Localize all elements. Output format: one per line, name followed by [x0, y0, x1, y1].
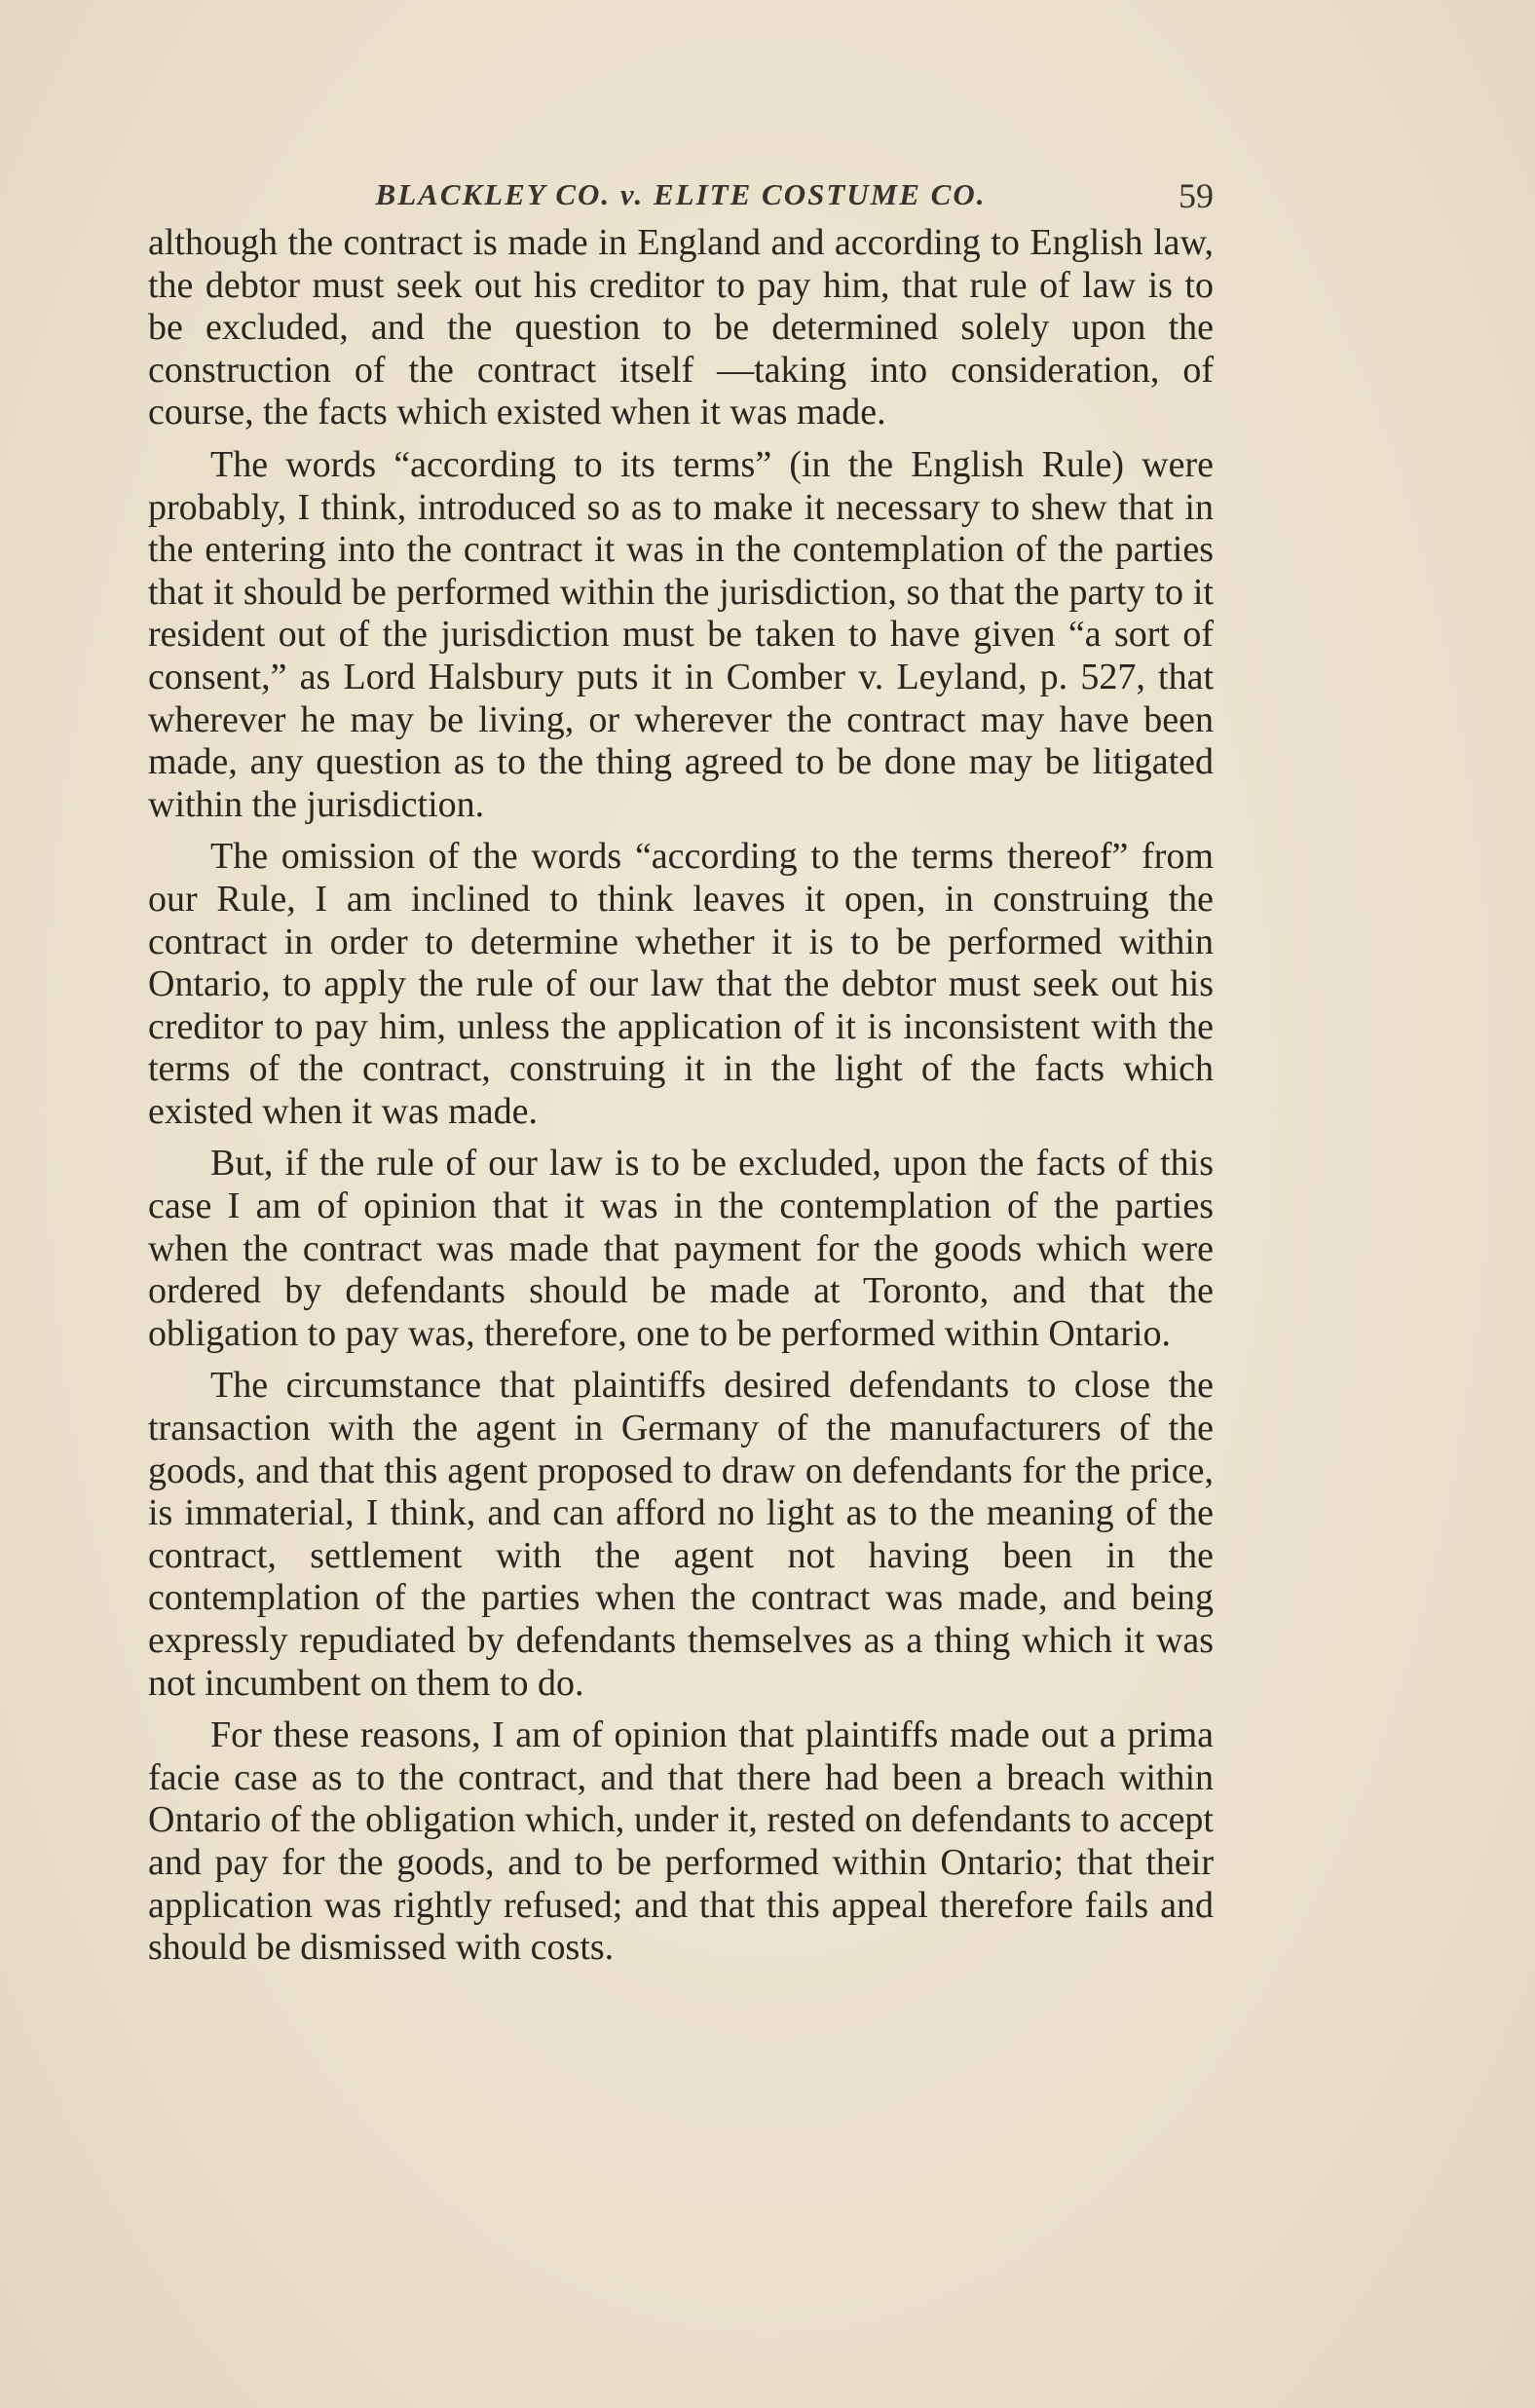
- paragraph-continuation: although the contract is made in England and according to English law, the debtor must seek out his creditor to pay him, that rule of law is to be excluded, and the question to be determined solely upon the construction of the contract itself —taking into consideration, of course, the facts which existed when it was made.: [148, 222, 1214, 433]
- paragraph-contemplation-of-parties: But, if the rule of our law is to be excluded, upon the facts of this case I am of opinion that it was in the contemplation of the parties when the contract was made that payment for the goods which were ordered by defendants should be made at Toronto, and that the obligation to pay was, therefore, one to be performed within Ontario.: [148, 1143, 1214, 1354]
- paragraph-agent-in-germany: The circumstance that plaintiffs desired defendants to close the transaction with the agent in Germany of the manufacturers of the goods, and that this agent proposed to draw on defendants for the price, is immaterial, I think, and can afford no light as to the meaning of the contract, settlement with the agent not having been in the contemplation of the parties when the contract was made, and being expressly repudiated by defendants themselves as a thing which it was not incumbent on them to do.: [148, 1365, 1214, 1704]
- running-title: BLACKLEY CO. v. ELITE COSTUME CO.: [375, 177, 987, 211]
- running-head: [148, 164, 1214, 222]
- body-text: [148, 222, 1214, 1970]
- paragraph-omission-of-words: The omission of the words “according to the terms thereof” from our Rule, I am inclined to think leaves it open, in construing the contract in order to determine whether it is to be performed within Ontario, to apply the rule of our law that the debtor must seek out his creditor to pay him, unless the application of it is inconsistent with the terms of the contract, construing it in the light of the facts which existed when it was made.: [148, 836, 1214, 1132]
- paragraph-conclusion: For these reasons, I am of opinion that plaintiffs made out a prima facie case as to the contract, and that there had been a breach within Ontario of the obligation which, under it, rested on defendants to accept and pay for the goods, and to be performed within Ontario; that their application was rightly refused; and that this appeal therefore fails and should be dismissed with costs.: [148, 1714, 1214, 1969]
- paragraph-english-rule: The words “according to its terms” (in the English Rule) were probably, I think, introduced so as to make it necessary to shew that in the entering into the contract it was in the contemplation of the parties that it should be performed within the jurisdiction, so that the party to it resident out of the jurisdiction must be taken to have given “a sort of consent,” as Lord Halsbury puts it in Comber v. Leyland, p. 527, that wherever he may be living, or wherever the contract may have been made, any question as to the thing agreed to be done may be litigated within the jurisdiction.: [148, 443, 1214, 825]
- book-page: [148, 164, 1214, 1970]
- page-number: 59: [1179, 176, 1214, 215]
